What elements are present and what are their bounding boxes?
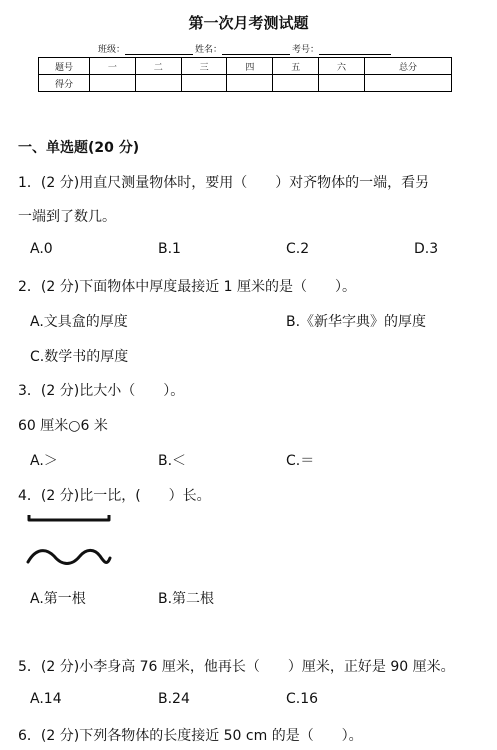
q3-option-c[interactable]: C.＝ (286, 453, 315, 469)
q4-option-b[interactable]: B.第二根 (158, 591, 215, 607)
class-blank[interactable] (125, 45, 193, 55)
score-cell[interactable] (364, 75, 451, 92)
name-field (195, 42, 290, 55)
score-cell[interactable] (135, 75, 181, 92)
q5-option-b[interactable]: B.24 (158, 691, 190, 707)
q1-option-b[interactable]: B.1 (158, 241, 181, 257)
name-label: 姓名： (195, 45, 223, 55)
question-3-compare: 60 厘米○6 米 (18, 418, 108, 434)
wavy-line-figure (28, 550, 110, 563)
exam-no-blank[interactable] (319, 45, 391, 55)
header-cell: 总分 (364, 58, 451, 75)
question-4: 4．(2 分)比一比，( ）长。 (18, 488, 211, 504)
score-cell[interactable] (90, 75, 136, 92)
header-cell: 五 (273, 58, 319, 75)
score-cell[interactable] (319, 75, 365, 92)
q1-option-a[interactable]: A.0 (30, 241, 53, 257)
score-row-label: 得分 (39, 75, 90, 92)
class-label: 班级： (98, 45, 126, 55)
score-cell[interactable] (227, 75, 273, 92)
page-title: 第一次月考测试题 (188, 14, 309, 32)
question-5: 5．(2 分)小李身高 76 厘米，他再长（ ）厘米，正好是 90 厘米。 (18, 659, 455, 675)
line-figures (24, 512, 124, 574)
score-cell[interactable] (273, 75, 319, 92)
q1-option-d[interactable]: D.3 (414, 241, 439, 257)
header-cell: 题号 (39, 58, 90, 75)
q2-option-c[interactable]: C.数学书的厚度 (30, 349, 129, 365)
question-2: 2．(2 分)下面物体中厚度最接近 1 厘米的是（ ）。 (18, 279, 356, 295)
header-cell: 六 (319, 58, 365, 75)
score-cell[interactable] (181, 75, 227, 92)
class-field (98, 42, 193, 55)
question-1-line1: 1．(2 分)用直尺测量物体时，要用（ ）对齐物体的一端，看另 (18, 175, 430, 191)
q3-option-a[interactable]: A.＞ (30, 453, 58, 469)
q2-option-b[interactable]: B.《新华字典》的厚度 (286, 314, 427, 330)
section-heading: 一、单选题(20 分) (18, 140, 140, 156)
header-cell: 三 (181, 58, 227, 75)
header-cell: 四 (227, 58, 273, 75)
q1-option-c[interactable]: C.2 (286, 241, 310, 257)
exam-no-field (292, 42, 391, 55)
header-cell: 二 (135, 58, 181, 75)
q4-option-a[interactable]: A.第一根 (30, 591, 86, 607)
score-table (38, 57, 452, 92)
q5-option-a[interactable]: A.14 (30, 691, 62, 707)
name-blank[interactable] (222, 45, 290, 55)
question-3: 3．(2 分)比大小（ ）。 (18, 383, 185, 399)
exam-no-label: 考号： (292, 45, 320, 55)
straight-line-figure (29, 515, 109, 520)
score-table-score-row (39, 75, 452, 92)
q5-option-c[interactable]: C.16 (286, 691, 319, 707)
question-1-line2: 一端到了数几。 (18, 209, 116, 225)
q3-option-b[interactable]: B.＜ (158, 453, 187, 469)
score-table-header-row (39, 58, 452, 75)
q2-option-a[interactable]: A.文具盒的厚度 (30, 314, 128, 330)
question-6: 6．(2 分)下列各物体的长度接近 50 cm 的是（ ）。 (18, 728, 363, 744)
header-cell: 一 (90, 58, 136, 75)
